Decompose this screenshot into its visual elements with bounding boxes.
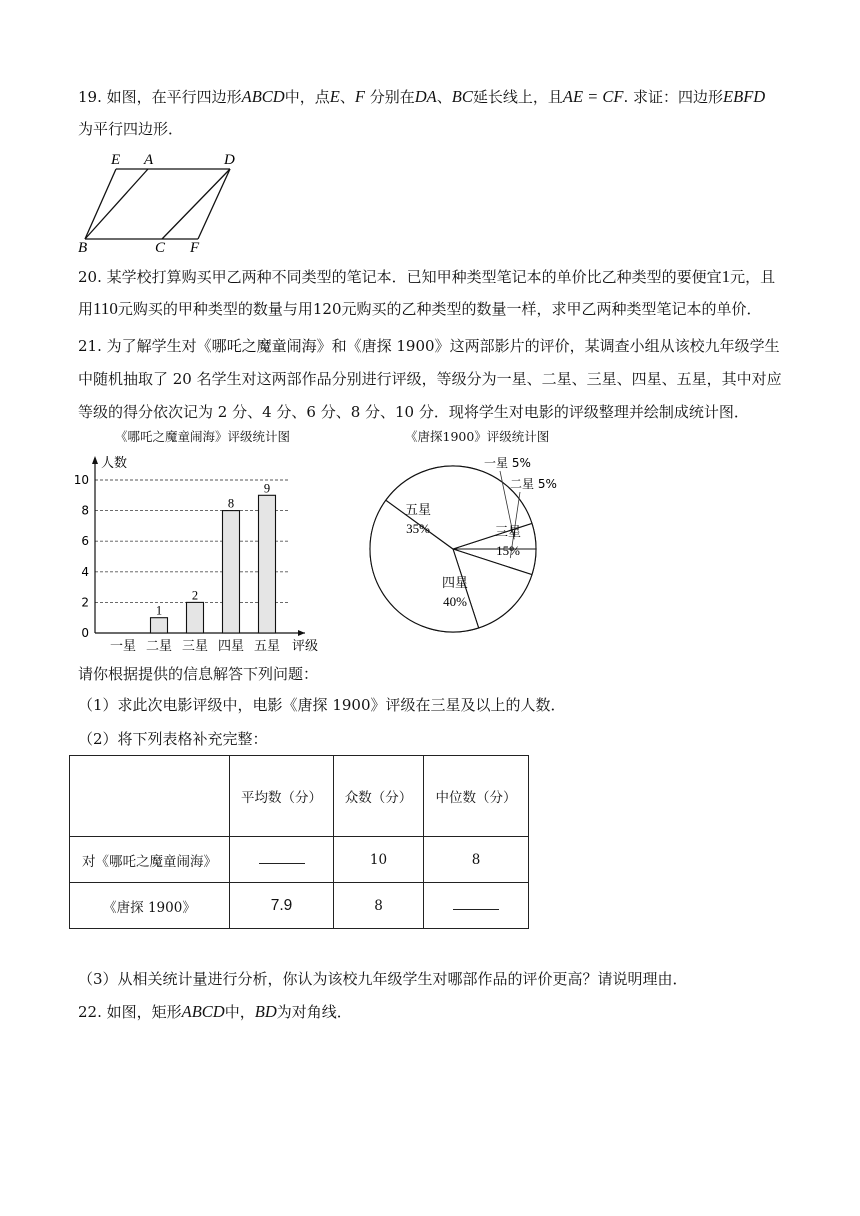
parallelogram-figure: [70, 148, 250, 256]
x-tick-label: 一星: [109, 639, 137, 654]
q22-line1: 22. 如图，矩形ABCD中，BD为对角线．: [78, 1002, 352, 1021]
table-row: [70, 883, 529, 929]
q21-line1: 21. 为了解学生对《哪吒之魔童闹海》和《唐探 1900》这两部影片的评价，某调查小组从该校九年级学生: [78, 337, 780, 355]
y-axis-label: 人数: [101, 456, 128, 471]
table-cell-median-blank[interactable]: [424, 883, 529, 929]
pie-slice-percent: 40%: [443, 594, 467, 609]
table-cell-label: 《唐探 1900》: [70, 883, 230, 929]
label-F: F: [190, 240, 200, 256]
y-axis-arrow: [92, 456, 98, 464]
stats-table: [69, 755, 529, 929]
x-tick-label: 三星: [181, 639, 209, 654]
table-cell-mean-blank[interactable]: [230, 837, 334, 883]
x-tick-label: 五星: [253, 639, 281, 654]
x-tick-label: 二星: [145, 639, 173, 654]
bar-chart-title: 《哪吒之魔童闹海》评级统计图: [115, 429, 291, 444]
bar: [187, 602, 204, 633]
q19-line1: 19. 如图，在平行四边形ABCD中，点E、F 分别在DA、BC延长线上，且AE = CF. 求证：四边形EBFD: [78, 87, 766, 106]
y-tick-label: 8: [81, 503, 89, 518]
table-cell-mean: 7.9: [230, 883, 334, 929]
label-E: E: [111, 152, 121, 168]
table-cell-mode: 8: [334, 883, 424, 929]
y-tick-label: 2: [81, 595, 89, 610]
pie-slice-label: 五星: [404, 503, 432, 518]
y-tick-label: 6: [81, 534, 89, 549]
q21-sub3: （3）从相关统计量进行分析，你认为该校九年级学生对哪部作品的评价更高？请说明理由．: [78, 970, 688, 988]
pie-slice-label: 一星 5%: [484, 456, 531, 470]
table-cell-label: 对《哪吒之魔童闹海》: [70, 837, 230, 883]
pie-slice-label: 三星: [494, 525, 522, 540]
pie-slice-label: 四星: [441, 576, 469, 591]
table-header-row: [70, 756, 529, 837]
y-tick-label: 0: [81, 626, 89, 640]
label-B: B: [78, 240, 88, 256]
bar-value-label: 8: [227, 496, 235, 511]
table-header-cell: [70, 756, 230, 837]
x-axis-arrow: [298, 630, 305, 636]
q21-prompt: 请你根据提供的信息解答下列问题：: [78, 665, 319, 683]
bar: [223, 511, 240, 633]
q21-sub1: （1）求此次电影评级中，电影《唐探 1900》评级在三星及以上的人数．: [78, 696, 566, 714]
bar-chart: [60, 448, 335, 658]
pie-slice-label: 二星 5%: [510, 477, 557, 491]
bar-value-label: 9: [263, 481, 271, 496]
label-D: D: [224, 152, 235, 168]
q21-line3: 等级的得分依次记为 2 分、4 分、6 分、8 分、10 分．现将学生对电影的评级整理并绘制成统计图．: [78, 403, 749, 421]
q19-line2: 为平行四边形．: [78, 120, 184, 138]
bar: [259, 495, 276, 633]
table-header-cell: 中位数（分）: [424, 756, 529, 837]
y-tick-label: 10: [73, 473, 89, 487]
table-header-cell: 众数（分）: [334, 756, 424, 837]
pie-slice-percent: 15%: [496, 543, 520, 558]
bar-value-label: 2: [191, 588, 199, 603]
table-header-cell: 平均数（分）: [230, 756, 334, 837]
q20-line1: 20. 某学校打算购买甲乙两种不同类型的笔记本．已知甲种类型笔记本的单价比乙种类型的要便宜1元，且: [78, 267, 776, 286]
x-tick-label: 四星: [217, 639, 245, 654]
answer-blank[interactable]: [453, 897, 499, 910]
pie-slice-percent: 35%: [406, 521, 430, 536]
bar: [151, 618, 168, 633]
x-axis-label: 评级: [292, 639, 319, 654]
bar-value-label: 1: [155, 603, 163, 618]
label-A: A: [144, 152, 154, 168]
q21-line2: 中随机抽取了 20 名学生对这两部作品分别进行评级，等级分为一星、二星、三星、四星、五星，其中对应: [78, 370, 782, 388]
q21-sub2: （2）将下列表格补充完整：: [78, 730, 268, 748]
table-cell-mode: 10: [334, 837, 424, 883]
q20-line2: 用110元购买的甲种类型的数量与用120元购买的乙种类型的数量一样，求甲乙两种类型笔记本的单价．: [78, 299, 762, 318]
pie-chart-title: 《唐探1900》评级统计图: [405, 429, 550, 444]
table-row: [70, 837, 529, 883]
label-C: C: [155, 240, 166, 256]
table-cell-median: 8: [424, 837, 529, 883]
answer-blank[interactable]: [259, 851, 305, 864]
pie-chart: [360, 448, 580, 640]
y-tick-label: 4: [81, 564, 89, 579]
